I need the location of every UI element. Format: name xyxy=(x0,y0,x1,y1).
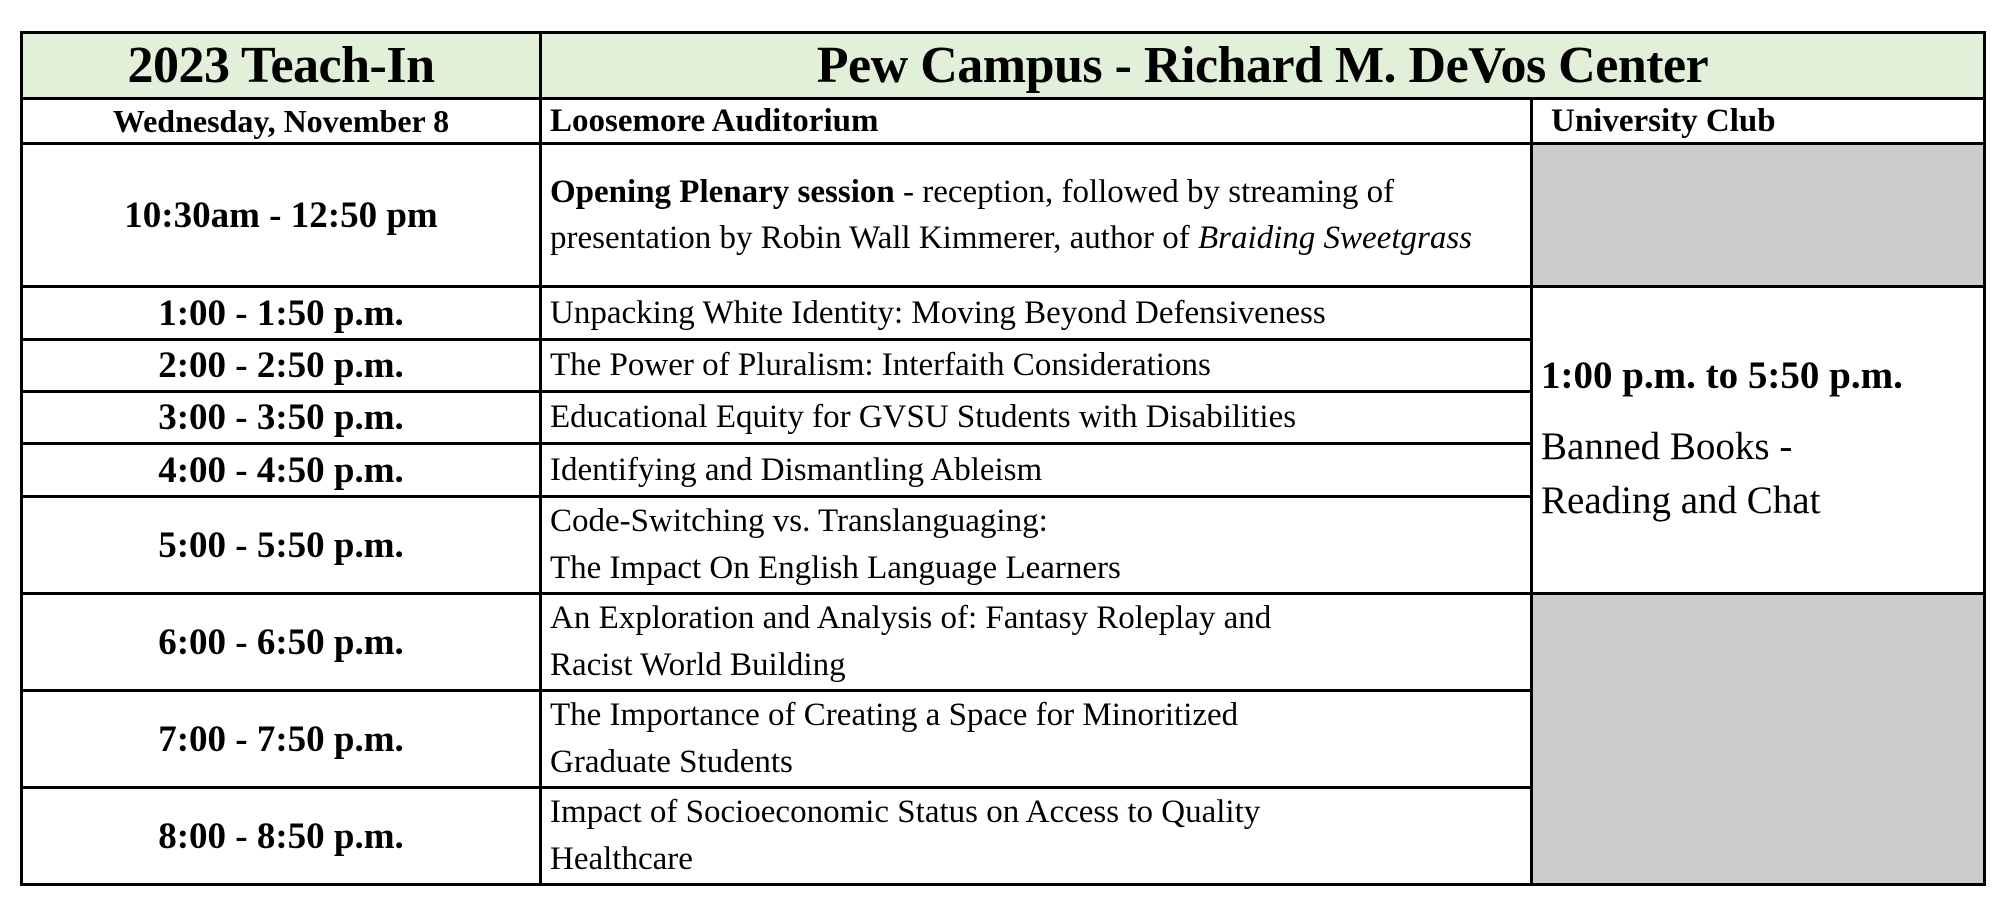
opening-plenary-description xyxy=(541,144,1532,287)
opening-row xyxy=(22,144,1985,287)
empty-grey-cell xyxy=(1532,144,1985,287)
session-time: 10:30am - 12:50 pm xyxy=(22,144,541,287)
session-time: 3:00 - 3:50 p.m. xyxy=(22,392,541,444)
session-title-line2: Racist World Building xyxy=(550,647,846,683)
venue-title: Pew Campus - Richard M. DeVos Center xyxy=(541,33,1985,99)
subheader-row xyxy=(22,99,1985,144)
session-title: Identifying and Dismantling Ableism xyxy=(541,444,1532,497)
session-time: 6:00 - 6:50 p.m. xyxy=(22,594,541,691)
session-title: Unpacking White Identity: Moving Beyond Defensiveness xyxy=(541,287,1532,340)
university-club-title-line1: Banned Books - xyxy=(1541,424,1793,468)
session-title-line1: Impact of Socioeconomic Status on Access to Quality xyxy=(550,794,1261,830)
session-title-line1: The Importance of Creating a Space for Minoritized xyxy=(550,697,1239,733)
session-title xyxy=(541,691,1532,788)
session-time: 4:00 - 4:50 p.m. xyxy=(22,444,541,497)
session-title-line2: The Impact On English Language Learners xyxy=(550,550,1121,586)
session-row xyxy=(22,287,1985,340)
event-date: Wednesday, November 8 xyxy=(22,99,541,144)
session-title xyxy=(541,594,1532,691)
session-title-line2: Graduate Students xyxy=(550,744,793,780)
session-title: The Power of Pluralism: Interfaith Considerations xyxy=(541,340,1532,392)
session-title-line2: Healthcare xyxy=(550,841,693,877)
empty-grey-cell xyxy=(1532,594,1985,885)
opening-plenary-text: - reception, followed by streaming of presentation by Robin Wall Kimmerer, author of xyxy=(550,174,1395,256)
session-row xyxy=(22,594,1985,691)
university-club-time: 1:00 p.m. to 5:50 p.m. xyxy=(1541,353,1903,397)
session-time: 5:00 - 5:50 p.m. xyxy=(22,497,541,594)
session-title xyxy=(541,497,1532,594)
room-loosemore-auditorium: Loosemore Auditorium xyxy=(541,99,1532,144)
session-title-line1: Code-Switching vs. Translanguaging: xyxy=(550,503,1048,539)
university-club-title-line2: Reading and Chat xyxy=(1541,478,1821,522)
teach-in-schedule-table xyxy=(20,31,1986,886)
university-club-event xyxy=(1532,287,1985,594)
session-time: 1:00 - 1:50 p.m. xyxy=(22,287,541,340)
session-title xyxy=(541,788,1532,885)
book-title: Braiding Sweetgrass xyxy=(1197,220,1473,256)
session-title-line1: An Exploration and Analysis of: Fantasy Roleplay and xyxy=(550,600,1272,636)
session-title: Educational Equity for GVSU Students with Disabilities xyxy=(541,392,1532,444)
room-university-club: University Club xyxy=(1532,99,1985,144)
opening-plenary-title: Opening Plenary session xyxy=(550,174,895,210)
event-title: 2023 Teach-In xyxy=(22,33,541,99)
session-time: 7:00 - 7:50 p.m. xyxy=(22,691,541,788)
session-time: 2:00 - 2:50 p.m. xyxy=(22,340,541,392)
session-time: 8:00 - 8:50 p.m. xyxy=(22,788,541,885)
header-row xyxy=(22,33,1985,99)
